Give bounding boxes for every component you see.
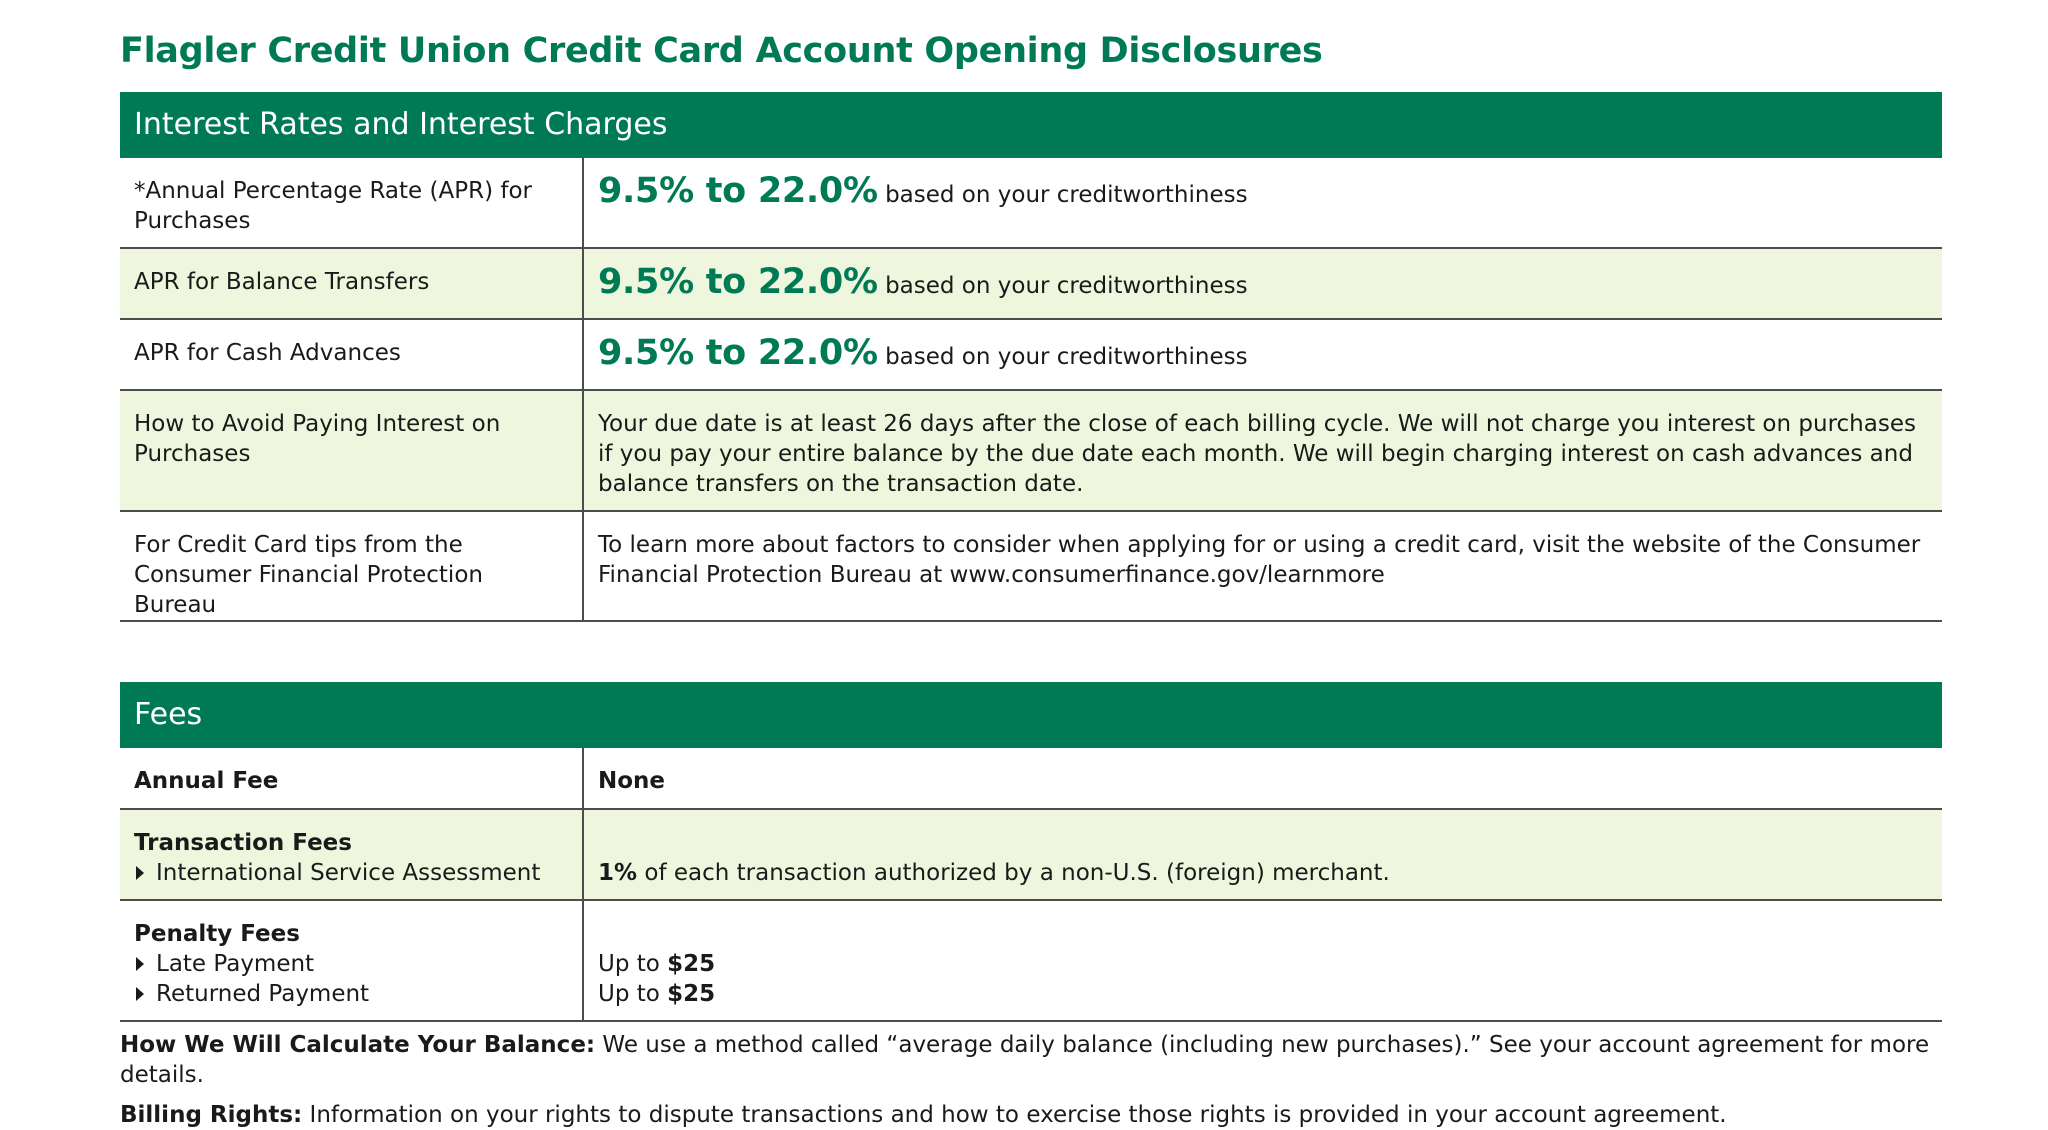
bullet-triangle-icon [136,866,144,880]
table-row [120,158,1942,248]
annual-fee-label: Annual Fee [120,748,583,809]
table-row [120,319,1942,390]
row-label: APR for Cash Advances [120,319,583,390]
apr-rate: 9.5% to 22.0% [598,333,878,373]
bullet-triangle-icon [136,987,144,1001]
row-value [583,158,1942,248]
page-title: Flagler Credit Union Credit Card Account Opening Disclosures [120,31,1323,71]
balance-calculation-note [120,1030,1942,1090]
bullet-triangle-icon [136,957,144,971]
penalty-fees-cell [120,900,583,1021]
table-row [120,900,1942,1021]
penalty-fees-value [583,900,1942,1021]
disclosure-document [120,22,1942,1130]
interest-section [120,92,1942,622]
penalty-fees-label: Penalty Fees [134,921,300,947]
row-label: *Annual Percentage Rate (APR) for Purchases [120,158,583,248]
late-fee-amount: $25 [667,951,716,977]
balance-note-label: How We Will Calculate Your Balance: [120,1032,596,1058]
transaction-fees-label: Transaction Fees [134,830,352,856]
billing-note-text: Information on your rights to dispute transactions and how to exercise those rights is provided in your account agreement. [302,1102,1727,1128]
table-row [120,248,1942,319]
list-item [134,858,570,888]
table-row [120,748,1942,809]
fees-table [120,748,1942,1022]
apr-rate: 9.5% to 22.0% [598,262,878,302]
annual-fee-value: None [583,748,1942,809]
row-value [583,248,1942,319]
returned-fee-prefix: Up to [598,981,668,1007]
row-label: For Credit Card tips from the Consumer Financial Protection Bureau [120,511,583,621]
returned-payment-label: Returned Payment [156,981,370,1007]
balance-note-text: We use a method called “average daily balance (including new purchases).” See your account agreement for more details. [120,1032,1930,1088]
intl-fee-percent: 1% [598,860,638,886]
list-item [134,979,570,1009]
fees-section-header: Fees [120,682,1942,748]
table-row [120,511,1942,621]
footer-notes [120,1030,1942,1130]
apr-note: based on your creditworthiness [885,182,1248,208]
interest-section-header: Interest Rates and Interest Charges [120,92,1942,158]
apr-rate: 9.5% to 22.0% [598,171,878,211]
intl-service-label: International Service Assessment [156,860,541,886]
late-fee-prefix: Up to [598,951,668,977]
row-label: How to Avoid Paying Interest on Purchases [120,390,583,511]
billing-rights-note [120,1100,1942,1130]
table-row [120,809,1942,900]
returned-fee-amount: $25 [667,981,716,1007]
transaction-fees-cell [120,809,583,900]
fees-section [120,682,1942,1022]
late-payment-label: Late Payment [156,951,315,977]
row-value [583,319,1942,390]
intl-fee-text: of each transaction authorized by a non-U.S. (foreign) merchant. [637,860,1390,886]
apr-note: based on your creditworthiness [885,273,1248,299]
list-item [134,949,570,979]
row-value: To learn more about factors to consider when applying for or using a credit card, visit the website of the Consumer Financial Protection Bureau at www.consumerfinance.gov/learnmore [583,511,1942,621]
row-label: APR for Balance Transfers [120,248,583,319]
apr-note: based on your creditworthiness [885,344,1248,370]
row-value: Your due date is at least 26 days after the close of each billing cycle. We will not charge you interest on purchases if you pay your entire balance by the due date each month. We will begin charging interest on cash advances and balance transfers on the transaction date. [583,390,1942,511]
billing-note-label: Billing Rights: [120,1102,303,1128]
interest-table [120,158,1942,622]
transaction-fees-value [583,809,1942,900]
table-row [120,390,1942,511]
